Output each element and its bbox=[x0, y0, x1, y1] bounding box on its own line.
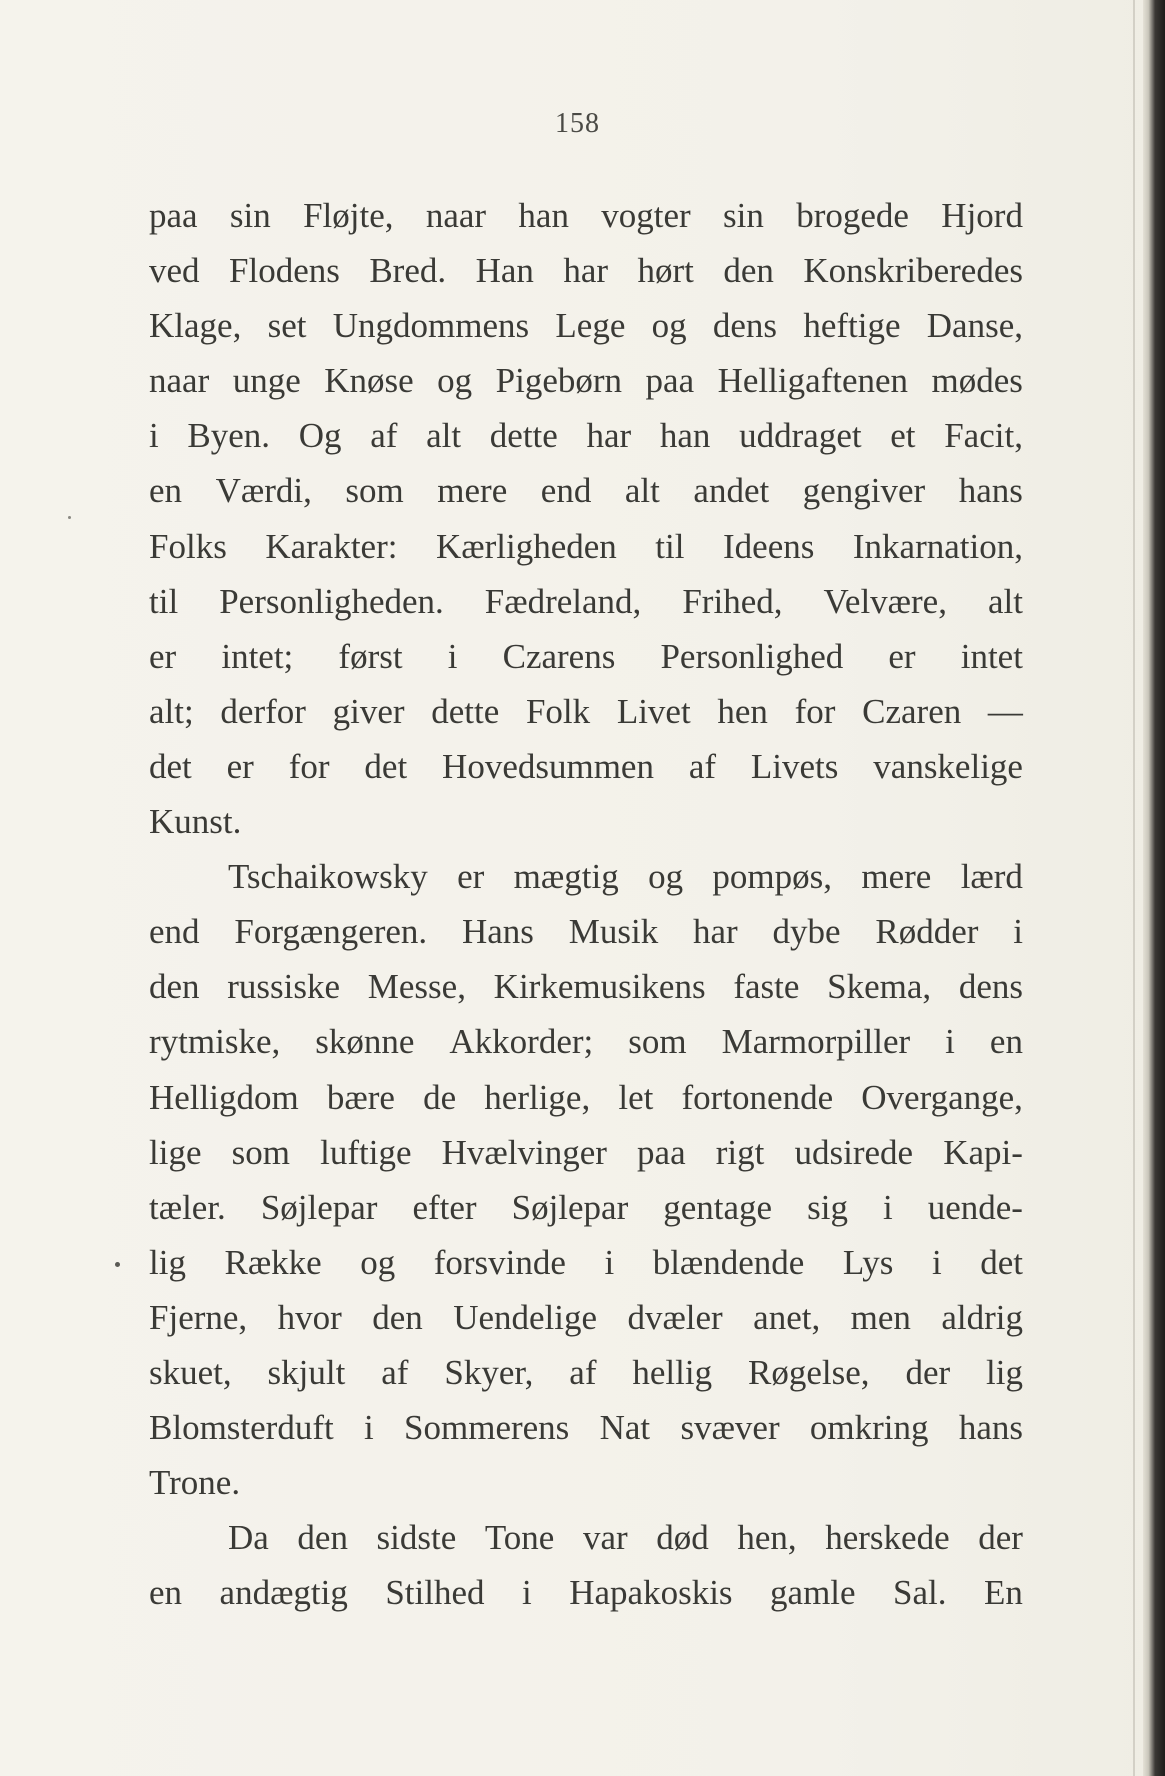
page-number: 158 bbox=[555, 108, 600, 139]
word: naar bbox=[149, 361, 210, 401]
word: Ideens bbox=[723, 526, 815, 566]
word: Helligdom bbox=[149, 1077, 299, 1117]
word: gamle bbox=[770, 1573, 856, 1613]
text-line-18 bbox=[149, 1125, 1023, 1180]
word: Personligheden. bbox=[219, 581, 444, 621]
word: Ungdommens bbox=[332, 306, 530, 346]
word: uende- bbox=[927, 1187, 1023, 1227]
word: alt bbox=[426, 416, 462, 456]
word: dens bbox=[958, 967, 1023, 1007]
word: Skema, bbox=[827, 967, 932, 1007]
word: Frihed, bbox=[682, 581, 783, 621]
word: Røgelse, bbox=[748, 1352, 870, 1392]
word: det bbox=[980, 1242, 1023, 1282]
word: i bbox=[364, 1408, 374, 1448]
word: i bbox=[945, 1022, 955, 1062]
word: til bbox=[149, 581, 179, 621]
word: i bbox=[1013, 912, 1023, 952]
word: Klage, bbox=[149, 306, 242, 346]
word: sin bbox=[229, 196, 271, 235]
word: alt; bbox=[149, 691, 194, 731]
word: en bbox=[149, 471, 183, 511]
word: der bbox=[905, 1352, 951, 1392]
word: Skyer, bbox=[444, 1352, 534, 1392]
ink-speck bbox=[115, 1262, 120, 1267]
word: herlige, bbox=[484, 1077, 591, 1117]
word: hellig bbox=[632, 1352, 713, 1392]
word: Kapi- bbox=[943, 1132, 1023, 1172]
word: af bbox=[381, 1352, 409, 1392]
word: Musik bbox=[568, 912, 659, 952]
word: let bbox=[618, 1077, 654, 1117]
text-line-13 bbox=[149, 849, 1023, 904]
word: Da bbox=[228, 1518, 269, 1558]
word: rigt bbox=[715, 1132, 765, 1172]
word: og bbox=[360, 1242, 396, 1282]
text-line-21 bbox=[149, 1290, 1023, 1345]
word: paa bbox=[637, 1132, 686, 1172]
word: Bred. bbox=[369, 251, 447, 291]
text-line-2 bbox=[149, 243, 1023, 298]
text-line-5 bbox=[149, 408, 1023, 463]
word: blændende bbox=[652, 1242, 805, 1282]
text-line-4 bbox=[149, 353, 1023, 408]
word: Danse, bbox=[926, 306, 1023, 346]
word: han bbox=[518, 196, 569, 235]
word: Messe, bbox=[367, 967, 466, 1007]
word: lærd bbox=[960, 857, 1023, 897]
word: alt bbox=[624, 471, 660, 511]
word: af bbox=[569, 1352, 597, 1392]
word: og bbox=[648, 857, 684, 897]
text-line-23 bbox=[149, 1400, 1023, 1455]
word: omkring bbox=[809, 1408, 929, 1448]
word: Konskriberedes bbox=[803, 251, 1023, 291]
word: Czarens bbox=[502, 636, 616, 676]
word: anet, bbox=[753, 1297, 821, 1337]
word: efter bbox=[412, 1187, 477, 1227]
word: heftige bbox=[803, 306, 901, 346]
word: Czaren bbox=[862, 691, 962, 731]
word: lig bbox=[149, 1242, 186, 1282]
word: Fløjte, bbox=[303, 196, 394, 235]
word: dette bbox=[489, 416, 558, 456]
text-line-17 bbox=[149, 1070, 1023, 1125]
word: der bbox=[978, 1518, 1023, 1558]
word: Hapakoskis bbox=[569, 1573, 733, 1613]
word: Værdi, bbox=[215, 471, 312, 511]
word: hans bbox=[958, 471, 1023, 511]
word: rytmiske, bbox=[149, 1022, 281, 1062]
word: er bbox=[226, 746, 254, 786]
word: er bbox=[149, 636, 177, 676]
word: gentage bbox=[663, 1187, 773, 1227]
word: og bbox=[437, 361, 473, 401]
text-line-20 bbox=[149, 1235, 1023, 1290]
word: Akkorder; bbox=[449, 1022, 594, 1062]
word: faste bbox=[733, 967, 800, 1007]
word: Kirkemusikens bbox=[493, 967, 706, 1007]
text-line-1 bbox=[149, 188, 1023, 243]
ink-speck bbox=[68, 516, 71, 519]
word: lige bbox=[149, 1132, 202, 1172]
word: Forgængeren. bbox=[234, 912, 428, 952]
word: først bbox=[338, 636, 403, 676]
word: gengiver bbox=[802, 471, 926, 511]
word: end bbox=[149, 912, 200, 952]
word: i bbox=[447, 636, 458, 676]
word: Facit, bbox=[944, 416, 1023, 456]
word: Velvære, bbox=[823, 581, 947, 621]
page-fold-line bbox=[1133, 0, 1135, 1776]
word: intet; bbox=[221, 636, 294, 676]
word: Lys bbox=[842, 1242, 894, 1282]
word: hans bbox=[958, 1408, 1023, 1448]
word: paa bbox=[645, 361, 695, 401]
word: de bbox=[423, 1077, 457, 1117]
text-line-7 bbox=[149, 519, 1023, 574]
word: til bbox=[655, 526, 685, 566]
word: brogede bbox=[796, 196, 909, 235]
word: og bbox=[651, 306, 687, 346]
word: skønne bbox=[315, 1022, 415, 1062]
word: Livets bbox=[750, 746, 839, 786]
text-line-3 bbox=[149, 298, 1023, 353]
word: den bbox=[372, 1297, 423, 1337]
word: andet bbox=[693, 471, 770, 511]
text-line-12 bbox=[149, 794, 1023, 849]
word: Og bbox=[298, 416, 342, 456]
word: Søjlepar bbox=[511, 1187, 629, 1227]
word: hvor bbox=[277, 1297, 342, 1337]
text-line-19 bbox=[149, 1180, 1023, 1235]
word: i bbox=[604, 1242, 615, 1282]
word: Knøse bbox=[324, 361, 414, 401]
word: naar bbox=[425, 196, 487, 235]
word: andægtig bbox=[219, 1573, 348, 1613]
word: Karakter: bbox=[265, 526, 398, 566]
word: Sommerens bbox=[404, 1408, 570, 1448]
text-line-11 bbox=[149, 739, 1023, 794]
word: Nat bbox=[599, 1408, 651, 1448]
word: en bbox=[989, 1022, 1023, 1062]
word: dens bbox=[712, 306, 778, 346]
word: det bbox=[364, 746, 408, 786]
word: sidste bbox=[376, 1518, 457, 1558]
word: dette bbox=[431, 691, 500, 731]
word: for bbox=[288, 746, 330, 786]
word: dybe bbox=[772, 912, 841, 952]
word: Hjord bbox=[941, 196, 1023, 235]
word: i bbox=[522, 1573, 532, 1613]
word: men bbox=[850, 1297, 911, 1337]
word: af bbox=[688, 746, 717, 786]
word: Lege bbox=[555, 306, 626, 346]
word: mere bbox=[437, 471, 508, 511]
word: det bbox=[149, 746, 192, 786]
text-line-26 bbox=[149, 1565, 1023, 1620]
word: har bbox=[693, 912, 738, 952]
text-line-15 bbox=[149, 959, 1023, 1014]
word: tæler. bbox=[149, 1187, 226, 1227]
word: Inkarnation, bbox=[852, 526, 1023, 566]
word: Blomsterduft bbox=[149, 1408, 334, 1448]
word: den bbox=[297, 1518, 348, 1558]
word: Byen. bbox=[187, 416, 271, 456]
word: skjult bbox=[267, 1352, 346, 1392]
word: den bbox=[149, 967, 200, 1007]
word: han bbox=[659, 416, 711, 456]
word: hen, bbox=[737, 1518, 797, 1558]
word: mødes bbox=[931, 361, 1023, 401]
word: russiske bbox=[227, 967, 341, 1007]
word: Kunst. bbox=[149, 802, 242, 842]
word: Marmorpiller bbox=[721, 1022, 911, 1062]
text-line-8 bbox=[149, 574, 1023, 629]
word: har bbox=[586, 416, 632, 456]
word: hen bbox=[717, 691, 768, 731]
word: intet bbox=[960, 636, 1023, 676]
word: er bbox=[457, 857, 485, 897]
word: hørt bbox=[637, 251, 694, 291]
word: skuet, bbox=[149, 1352, 232, 1392]
word: har bbox=[563, 251, 609, 291]
word: herskede bbox=[825, 1518, 950, 1558]
word: Række bbox=[224, 1242, 322, 1282]
word: Flodens bbox=[229, 251, 340, 291]
word: forsvinde bbox=[433, 1242, 566, 1282]
word: giver bbox=[332, 691, 405, 731]
word: Hovedsummen bbox=[442, 746, 654, 786]
word: for bbox=[794, 691, 836, 731]
body-text bbox=[149, 188, 1023, 1620]
word: Rødder bbox=[875, 912, 979, 952]
word: som bbox=[628, 1022, 687, 1062]
word: af bbox=[370, 416, 398, 456]
word: Pigebørn bbox=[495, 361, 623, 401]
word: — bbox=[987, 691, 1023, 731]
word: bære bbox=[326, 1077, 395, 1117]
word: Overgange, bbox=[861, 1077, 1023, 1117]
word: Fædreland, bbox=[484, 581, 642, 621]
word: paa bbox=[149, 196, 198, 235]
word: Uendelige bbox=[453, 1297, 598, 1337]
word: luftige bbox=[320, 1132, 412, 1172]
word: mægtig bbox=[513, 857, 619, 897]
text-line-10 bbox=[149, 684, 1023, 739]
word: ved bbox=[149, 251, 200, 291]
word: Søjlepar bbox=[260, 1187, 378, 1227]
text-line-24 bbox=[149, 1455, 1023, 1510]
text-line-22 bbox=[149, 1345, 1023, 1400]
word: Han bbox=[475, 251, 534, 291]
word: uddraget bbox=[739, 416, 862, 456]
word: en bbox=[149, 1573, 183, 1613]
word: Personlighed bbox=[660, 636, 844, 676]
word: udsirede bbox=[794, 1132, 914, 1172]
word: Folk bbox=[525, 691, 591, 731]
word: Livet bbox=[616, 691, 691, 731]
word: Tschaikowsky bbox=[228, 857, 428, 897]
word: En bbox=[984, 1573, 1023, 1613]
word: dvæler bbox=[627, 1297, 723, 1337]
text-line-25 bbox=[149, 1510, 1023, 1565]
word: end bbox=[540, 471, 592, 511]
word: Hans bbox=[461, 912, 534, 952]
word: aldrig bbox=[941, 1297, 1023, 1337]
word: er bbox=[888, 636, 916, 676]
word: pompøs, bbox=[712, 857, 833, 897]
word: sig bbox=[807, 1187, 848, 1227]
word: svæver bbox=[680, 1408, 780, 1448]
word: i bbox=[931, 1242, 942, 1282]
book-binding-edge bbox=[1143, 0, 1165, 1776]
word: den bbox=[723, 251, 774, 291]
word: som bbox=[345, 471, 404, 511]
word: alt bbox=[988, 581, 1023, 621]
word: Trone. bbox=[149, 1463, 241, 1503]
word: Sal. bbox=[893, 1573, 947, 1613]
word: i bbox=[149, 416, 159, 456]
text-line-14 bbox=[149, 904, 1023, 959]
word: lig bbox=[986, 1352, 1023, 1392]
word: derfor bbox=[220, 691, 306, 731]
word: et bbox=[890, 416, 916, 456]
word: var bbox=[582, 1518, 628, 1558]
word: Stilhed bbox=[385, 1573, 485, 1613]
word: Tone bbox=[484, 1518, 555, 1558]
word: Helligaftenen bbox=[717, 361, 909, 401]
word: Hvælvinger bbox=[441, 1132, 607, 1172]
word: unge bbox=[232, 361, 301, 401]
text-line-6 bbox=[149, 463, 1023, 518]
word: vanskelige bbox=[873, 746, 1023, 786]
word: som bbox=[231, 1132, 290, 1172]
text-line-9 bbox=[149, 629, 1023, 684]
word: Kærligheden bbox=[435, 526, 617, 566]
word: set bbox=[267, 306, 307, 346]
word: vogter bbox=[601, 196, 691, 235]
word: mere bbox=[861, 857, 932, 897]
word: Folks bbox=[149, 526, 227, 566]
text-line-16 bbox=[149, 1014, 1023, 1069]
word: sin bbox=[723, 196, 764, 235]
word: Fjerne, bbox=[149, 1297, 248, 1337]
word: død bbox=[656, 1518, 709, 1558]
word: fortonende bbox=[681, 1077, 834, 1117]
word: i bbox=[882, 1187, 893, 1227]
